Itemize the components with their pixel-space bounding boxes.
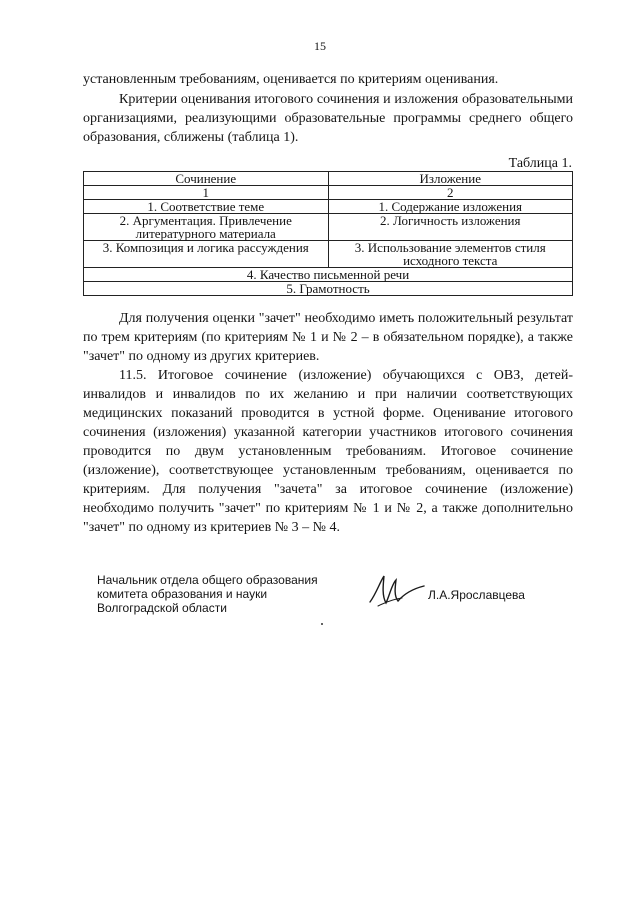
signatory-position-line: комитета образования и науки — [97, 587, 268, 601]
signatory-position — [97, 573, 318, 615]
table-cell: 5. Грамотность — [84, 282, 573, 296]
criteria-table — [83, 171, 573, 296]
table-cell: 3. Использование элементов стиля исходного текста — [328, 241, 573, 268]
table-cell: 1. Соответствие теме — [84, 200, 329, 214]
table-number-row — [84, 186, 573, 200]
table-cell: 2. Логичность изложения — [328, 214, 573, 241]
paragraph-continuation: установленным требованиям, оценивается по критериям оценивания. — [83, 72, 499, 87]
paragraph-credit-rule: Для получения оценки "зачет" необходимо иметь положительный результат по трем критериям (по критериям № 1 и № 2 – в обязательном порядке), а также "зачет" по одному из других критериев. — [83, 311, 573, 364]
paragraph-criteria-intro: Критерии оценивания итогового сочинения и изложения образовательными организациями, реализующими образовательные программы среднего общего образования, сближены (таблица 1). — [83, 92, 573, 145]
table-cell: 1 — [84, 186, 329, 200]
paragraph-section-11-5: 11.5. Итоговое сочинение (изложение) обучающихся с ОВЗ, детей-инвалидов и инвалидов по их желанию и при наличии соответствующих медицинских показаний проводится в устной форме. Оценивание итогового сочинения (изложения) указанной категории участников итогового сочинения проводится по двум установленным требованиям. Итоговое сочинение (изложение), соответствующее установленным требованиям, оценивается по критериям. Для получения "зачета" за итоговое сочинение (изложение) необходимо получить "зачет" по критериям № 1 и № 2, а также дополнительно "зачет" по одному из критериев № 3 – № 4. — [83, 368, 573, 535]
table-cell: 1. Содержание изложения — [328, 200, 573, 214]
page-number: 15 — [314, 39, 326, 53]
table-row — [84, 214, 573, 241]
table-header-cell: Сочинение — [84, 172, 329, 186]
table-row — [84, 241, 573, 268]
table-cell: 2. Аргументация. Привлечение литературного материала — [84, 214, 329, 241]
table-row — [84, 200, 573, 214]
table-merged-row — [84, 282, 573, 296]
signatory-position-line: Волгоградской области — [97, 601, 227, 615]
table-cell: 4. Качество письменной речи — [84, 268, 573, 282]
table-cell: 3. Композиция и логика рассуждения — [84, 241, 329, 268]
signatory-name: Л.А.Ярославцева — [428, 588, 525, 602]
signatory-position-line: Начальник отдела общего образования — [97, 573, 318, 587]
table-cell: 2 — [328, 186, 573, 200]
table-caption: Таблица 1. — [508, 156, 572, 171]
table-merged-row — [84, 268, 573, 282]
table-header-row — [84, 172, 573, 186]
stray-dot — [321, 623, 323, 625]
handwritten-signature — [366, 572, 426, 610]
table-header-cell: Изложение — [328, 172, 573, 186]
